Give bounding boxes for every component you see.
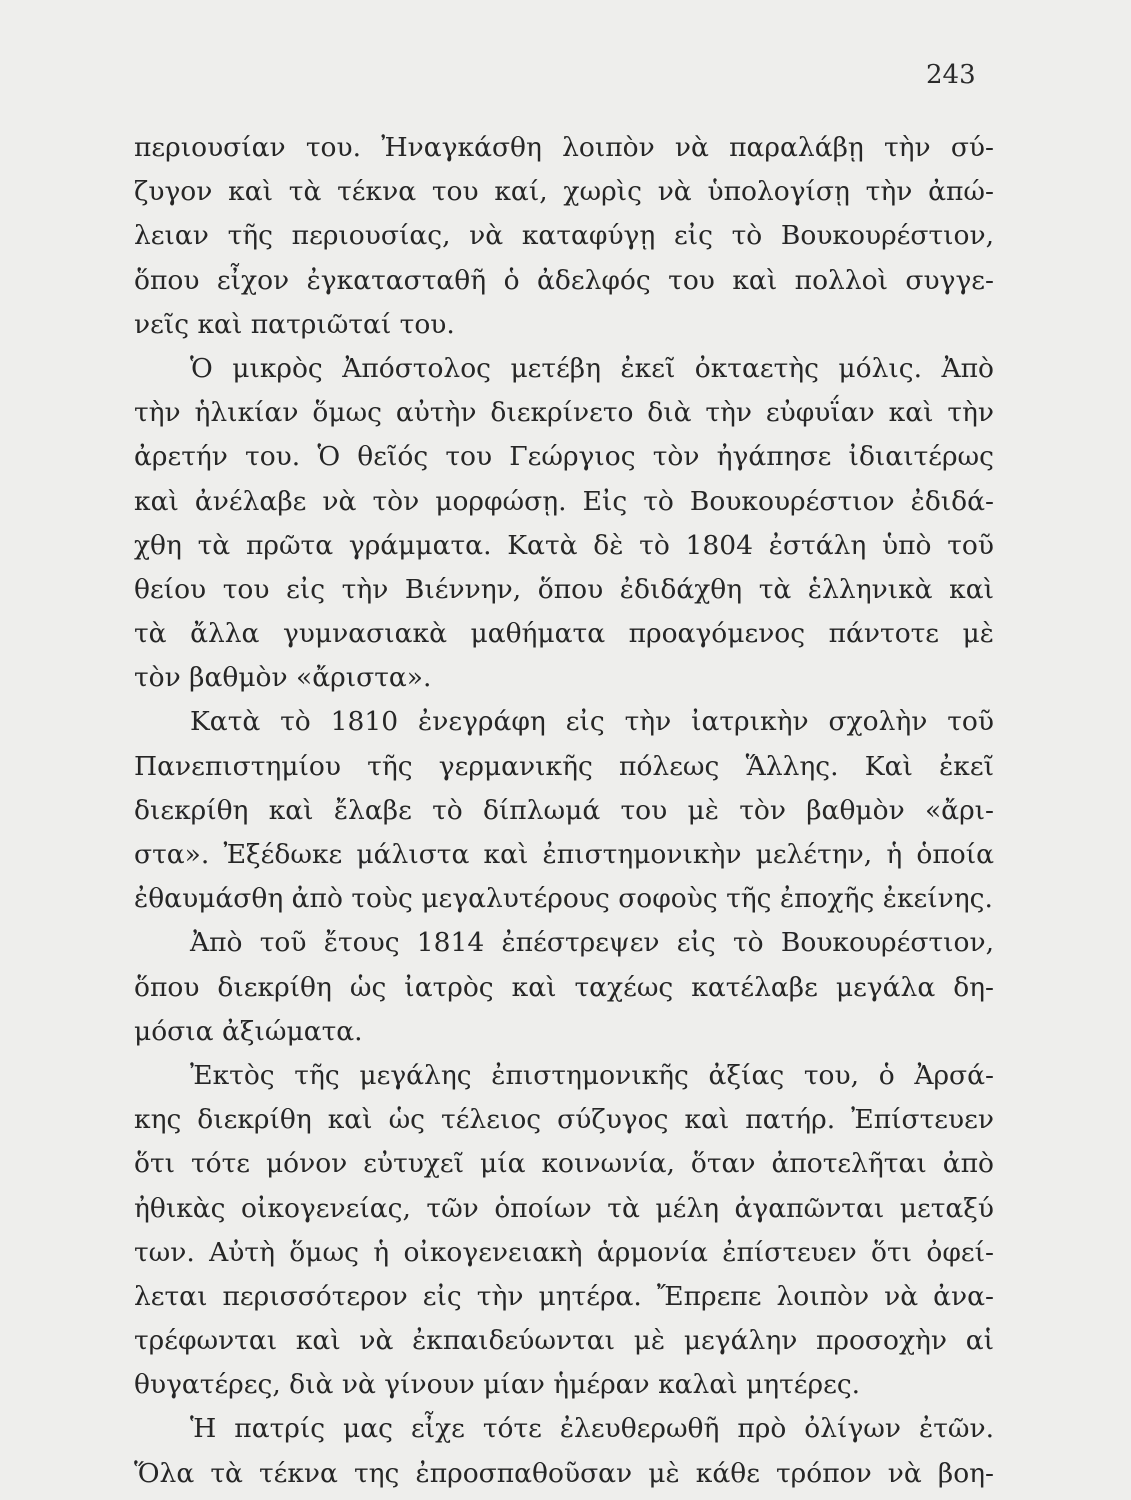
text-line: τρέφωνται καὶ νὰ ἐκπαιδεύωνται μὲ μεγάλην προσοχὴν αἱ (134, 1325, 994, 1357)
text-line: λειαν τῆς περιουσίας, νὰ καταφύγῃ εἰς τὸ Βουκουρέστιον, (134, 220, 994, 252)
text-line: ἀρετήν του. Ὁ θεῖός του Γεώργιος τὸν ἠγάπησε ἰδιαιτέρως (134, 441, 994, 473)
text-line: ὅπου διεκρίθη ὡς ἰατρὸς καὶ ταχέως κατέλαβε μεγάλα δη- (134, 971, 994, 1003)
text-line: περιουσίαν του. Ἠναγκάσθη λοιπὸν νὰ παραλάβῃ τὴν σύ- (134, 132, 994, 163)
text-line: ἐθαυμάσθη ἀπὸ τοὺς μεγαλυτέρους σοφοὺς τῆς ἐποχῆς ἐκείνης. (134, 883, 993, 915)
paragraph-start-line: Κατὰ τὸ 1810 ἐνεγράφη εἰς τὴν ἰατρικὴν σχολὴν τοῦ (190, 706, 994, 738)
text-line: λεται περισσότερον εἰς τὴν μητέρα. Ἔπρεπε λοιπὸν νὰ ἀνα- (134, 1280, 994, 1312)
text-line: ὅτι τότε μόνον εὐτυχεῖ μία κοινωνία, ὅταν ἀποτελῆται ἀπὸ (134, 1148, 994, 1180)
text-line: στα». Ἐξέδωκε μάλιστα καὶ ἐπιστημονικὴν μελέτην, ἡ ὁποία (134, 839, 994, 870)
text-line: ἠθικὰς οἰκογενείας, τῶν ὁποίων τὰ μέλη ἀγαπῶνται μεταξύ (134, 1192, 994, 1224)
paragraph-start-line: Ἐκτὸς τῆς μεγάλης ἐπιστημονικῆς ἀξίας του, ὁ Ἀρσά- (190, 1059, 994, 1091)
text-line: ζυγον καὶ τὰ τέκνα του καί, χωρὶς νὰ ὑπολογίσῃ τὴν ἀπώ- (134, 176, 994, 208)
text-line: νεῖς καὶ πατριῶταί του. (134, 308, 455, 340)
paragraph-start-line: Ὁ μικρὸς Ἀπόστολος μετέβη ἐκεῖ ὀκταετὴς μόλις. Ἀπὸ (190, 352, 994, 384)
text-line: χθη τὰ πρῶτα γράμματα. Κατὰ δὲ τὸ 1804 ἐστάλη ὑπὸ τοῦ (134, 529, 994, 561)
text-line: τὸν βαθμὸν «ἄριστα». (134, 662, 432, 694)
text-line: τὰ ἄλλα γυμνασιακὰ μαθήματα προαγόμενος πάντοτε μὲ (134, 618, 994, 650)
paragraph-start-line: Ἀπὸ τοῦ ἔτους 1814 ἐπέστρεψεν εἰς τὸ Βουκουρέστιον, (190, 927, 994, 959)
text-line: κης διεκρίθη καὶ ὡς τέλειος σύζυγος καὶ πατήρ. Ἐπίστευεν (134, 1104, 994, 1136)
text-line: των. Αὐτὴ ὅμως ἡ οἰκογενειακὴ ἁρμονία ἐπίστευεν ὅτι ὀφεί- (134, 1236, 994, 1268)
text-line: τὴν ἡλικίαν ὅμως αὐτὴν διεκρίνετο διὰ τὴν εὐφυΐαν καὶ τὴν (134, 397, 994, 429)
text-line: Ὅλα τὰ τέκνα της ἐπροσπαθοῦσαν μὲ κάθε τρόπον νὰ βοη- (134, 1457, 994, 1489)
body-text (134, 126, 994, 1496)
text-line: μόσια ἀξιώματα. (134, 1015, 363, 1047)
text-line: διεκρίθη καὶ ἔλαβε τὸ δίπλωμά του μὲ τὸν βαθμὸν «ἄρι- (134, 794, 994, 826)
text-line: Πανεπιστημίου τῆς γερμανικῆς πόλεως Ἅλλης. Καὶ ἐκεῖ (134, 750, 994, 782)
text-line: ὅπου εἶχον ἐγκατασταθῆ ὁ ἀδελφός του καὶ πολλοὶ συγγε- (134, 264, 994, 296)
text-line: θείου του εἰς τὴν Βιέννην, ὅπου ἐδιδάχθη τὰ ἑλληνικὰ καὶ (134, 573, 994, 605)
text-line: θυγατέρες, διὰ νὰ γίνουν μίαν ἡμέραν καλαὶ μητέρες. (134, 1369, 861, 1401)
page-number: 243 (926, 60, 976, 90)
paragraph-start-line: Ἡ πατρίς μας εἶχε τότε ἐλευθερωθῆ πρὸ ὀλίγων ἐτῶν. (190, 1413, 994, 1445)
text-line: καὶ ἀνέλαβε νὰ τὸν μορφώσῃ. Εἰς τὸ Βουκουρέστιον ἐδιδά- (134, 485, 994, 517)
